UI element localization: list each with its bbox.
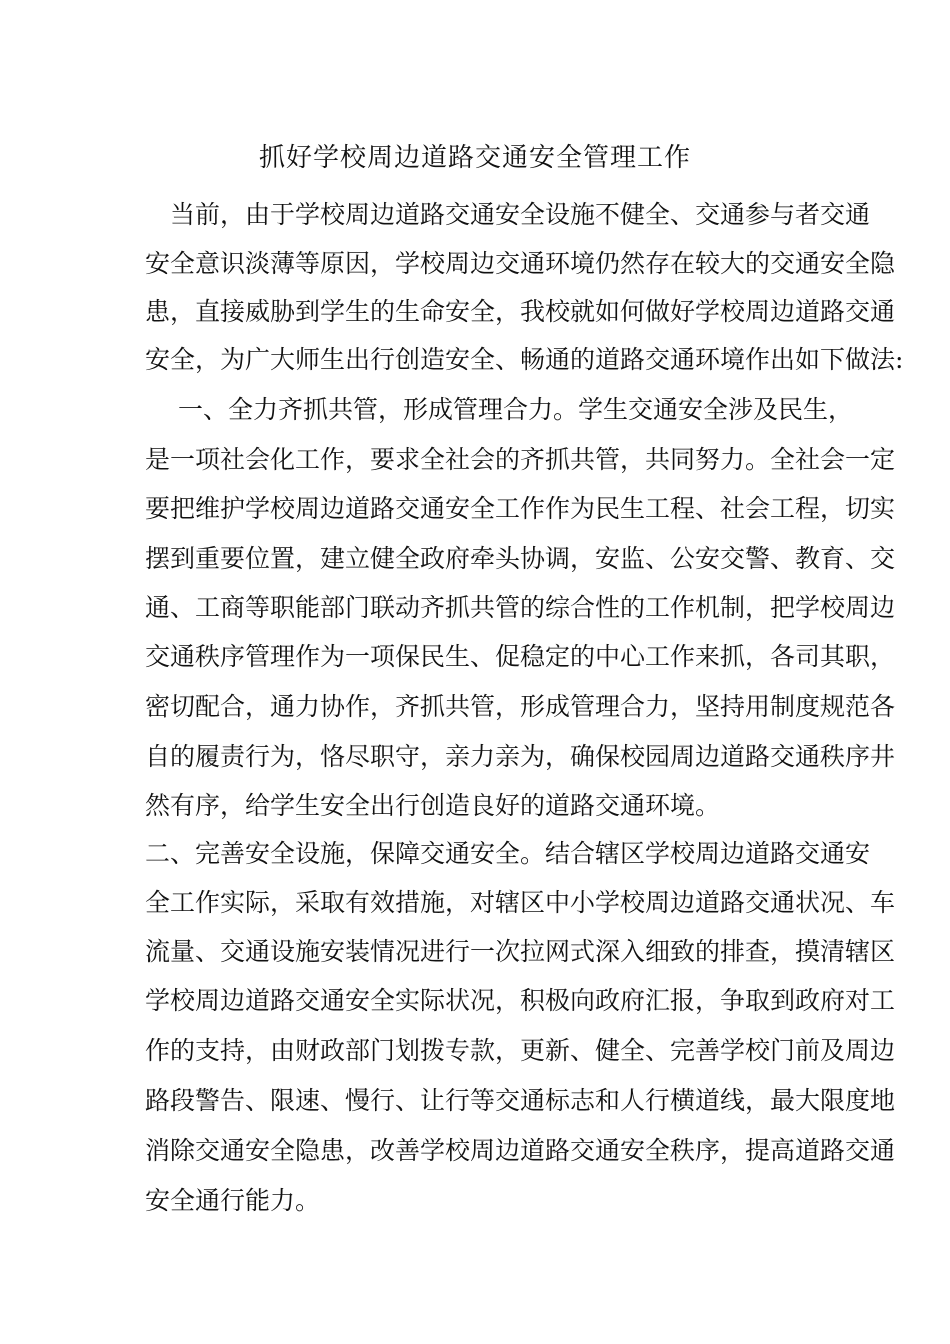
body-line: 是一项社会化工作，要求全社会的齐抓共管，共同努力。全社会一定 [145, 445, 896, 474]
body-line: 作的支持，由财政部门划拨专款，更新、健全、完善学校门前及周边 [145, 1036, 896, 1065]
body-line: 安全通行能力。 [145, 1186, 321, 1215]
body-line: 交通秩序管理作为一项保民生、促稳定的中心工作来抓，各司其职， [145, 642, 896, 671]
body-line: 当前，由于学校周边道路交通安全设施不健全、交通参与者交通 [145, 200, 871, 229]
body-line: 安全意识淡薄等原因，学校周边交通环境仍然存在较大的交通安全隐 [145, 249, 896, 278]
body-line: 安全，为广大师生出行创造安全、畅通的道路交通环境作出如下做法: [145, 345, 904, 374]
body-line: 路段警告、限速、慢行、让行等交通标志和人行横道线，最大限度地 [145, 1086, 896, 1115]
body-line: 通、工商等职能部门联动齐抓共管的综合性的工作机制，把学校周边 [145, 593, 896, 622]
body-line: 患，直接威胁到学生的生命安全，我校就如何做好学校周边道路交通 [145, 297, 896, 326]
body-line: 二、完善安全设施，保障交通安全。结合辖区学校周边道路交通安 [145, 839, 871, 868]
body-line: 摆到重要位置，建立健全政府牵头协调，安监、公安交警、教育、交 [145, 544, 896, 573]
body-line: 消除交通安全隐患，改善学校周边道路交通安全秩序，提高道路交通 [145, 1136, 896, 1165]
document-title: 抓好学校周边道路交通安全管理工作 [258, 143, 691, 173]
body-line: 学校周边道路交通安全实际状况，积极向政府汇报，争取到政府对工 [145, 986, 896, 1015]
body-line: 全工作实际，采取有效措施，对辖区中小学校周边道路交通状况、车 [145, 888, 896, 917]
body-line: 自的履责行为，恪尽职守，亲力亲为，确保校园周边道路交通秩序井 [145, 742, 896, 771]
body-line: 一、全力齐抓共管，形成管理合力。学生交通安全涉及民生， [145, 395, 853, 424]
body-line: 流量、交通设施安装情况进行一次拉网式深入细致的排查，摸清辖区 [145, 937, 896, 966]
body-line: 要把维护学校周边道路交通安全工作作为民生工程、社会工程，切实 [145, 494, 896, 523]
body-line: 密切配合，通力协作，齐抓共管，形成管理合力，坚持用制度规范各 [145, 692, 896, 721]
body-line: 然有序，给学生安全出行创造良好的道路交通环境。 [145, 791, 721, 820]
